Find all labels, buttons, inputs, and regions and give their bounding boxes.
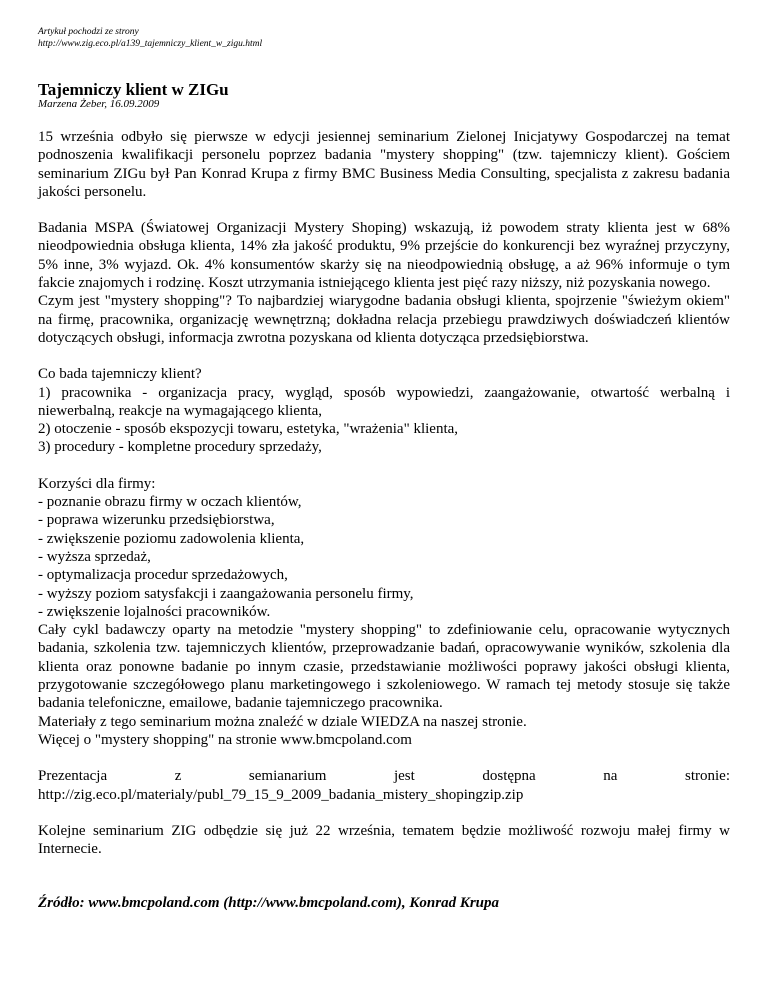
next-seminar-paragraph: Kolejne seminarium ZIG odbędzie się już 22 września, tematem będzie możliwość rozwoju małej firmy w Internecie. [38,822,730,858]
presentation-section [38,767,730,804]
benefits-section [38,475,730,621]
presentation-line: Prezentacja z semianarium jest dostępna na stronie: [38,768,730,785]
presentation-link[interactable]: http://zig.eco.pl/materialy/publ_79_15_9_2009_badania_mistery_shopingzip.zip [38,786,524,803]
list-item: - zwiększenie poziomu zadowolenia klienta, [38,530,305,547]
what-is-paragraph: Czym jest "mystery shopping"? To najbardziej wiarygodne badania obsługi klienta, spojrzenie "świeżym okiem" na firmę, pracownika, organizację wewnętrzną; dokładna relacja przebiegu prawdziwych doświadczeń klientów dotyczących obsługi, informacja zwrotna pozyskana od klienta dotycząca przedsiębiorstwa. [38,293,730,346]
list-item: 3) procedury - kompletne procedury sprzedaży, [38,439,322,456]
what-examines-section [38,365,730,456]
benefits-heading: Korzyści dla firmy: [38,475,156,492]
list-item: - poznanie obrazu firmy w oczach klientów, [38,494,302,511]
more-paragraph: Więcej o "mystery shopping" na stronie www.bmcpoland.com [38,731,412,748]
list-item: 2) otoczenie - sposób ekspozycji towaru, estetyka, "wrażenia" klienta, [38,421,459,438]
what-examines-heading: Co bada tajemniczy klient? [38,366,202,383]
list-item: - wyższy poziom satysfakcji i zaangażowania personelu firmy, [38,585,414,602]
list-item: - poprawa wizerunku przedsiębiorstwa, [38,512,275,529]
source-footer: Źródło: www.bmcpoland.com (http://www.bmcpoland.com), Konrad Krupa [38,895,500,912]
document-page [38,26,730,912]
intro-paragraph: 15 września odbyło się pierwsze w edycji jesiennej seminarium Zielonej Inicjatywy Gospodarczej na temat podnoszenia kwalifikacji personelu poprzez badania "mystery shopping" (tzw. tajemniczy klient). Gościem seminarium ZIGu był Pan Konrad Krupa z firmy BMC Business Media Consulting, specjalista z zakresu badania jakości personelu. [38,129,730,200]
cycle-paragraph: Cały cykl badawczy oparty na metodzie "mystery shopping" to zdefiniowanie celu, opracowanie wytycznych badania, szkolenia tzw. tajemniczych klientów, przeprowadzanie badań, opracowywanie wyników, szkolenia dla klienta oraz ponowne badanie po innym czasie, przedstawianie możliwości poprawy jakości obsługi klienta, przygotowanie szczegółowego planu marketingowego i szkoleniowego. W ramach tej metody stosuje się także badania telefoniczne, emailowe, badanie tajemniczego pracownika. [38,622,730,712]
list-item: - wyższa sprzedaż, [38,548,151,565]
article-byline: Marzena Żeber, 16.09.2009 [38,98,160,110]
source-url: http://www.zig.eco.pl/a139_tajemniczy_klient_w_zigu.html [38,39,263,49]
list-item: 1) pracownika - organizacja pracy, wygląd, sposób wypowiedzi, zaangażowanie, otwartość werbalną i niewerbalną, reakcje na wymagającego klienta, [38,384,730,419]
list-item: - zwiększenie lojalności pracowników. [38,603,271,620]
article-title: Tajemniczy klient w ZIGu [38,80,229,99]
materials-paragraph: Materiały z tego seminarium można znaleźć w dziale WIEDZA na naszej stronie. [38,713,527,730]
mspa-paragraph: Badania MSPA (Światowej Organizacji Mystery Shoping) wskazują, iż powodem straty klienta jest w 68% nieodpowiednia obsługa klienta, 14% zła jakość produktu, 9% przejście do konkurencji bez wyraźnej przyczyny, 5% inne, 3% wyjazd. Ok. 4% konsumentów skarży się na nieodpowiednią obsługę, a aż 96% informuje o tym fakcie znajomych i rodzinę. Koszt utrzymania istniejącego klienta jest pięć razy niższy, niż pozyskania nowego. [38,220,730,292]
list-item: - optymalizacja procedur sprzedażowych, [38,567,288,584]
source-label: Artykuł pochodzi ze strony [38,27,139,37]
